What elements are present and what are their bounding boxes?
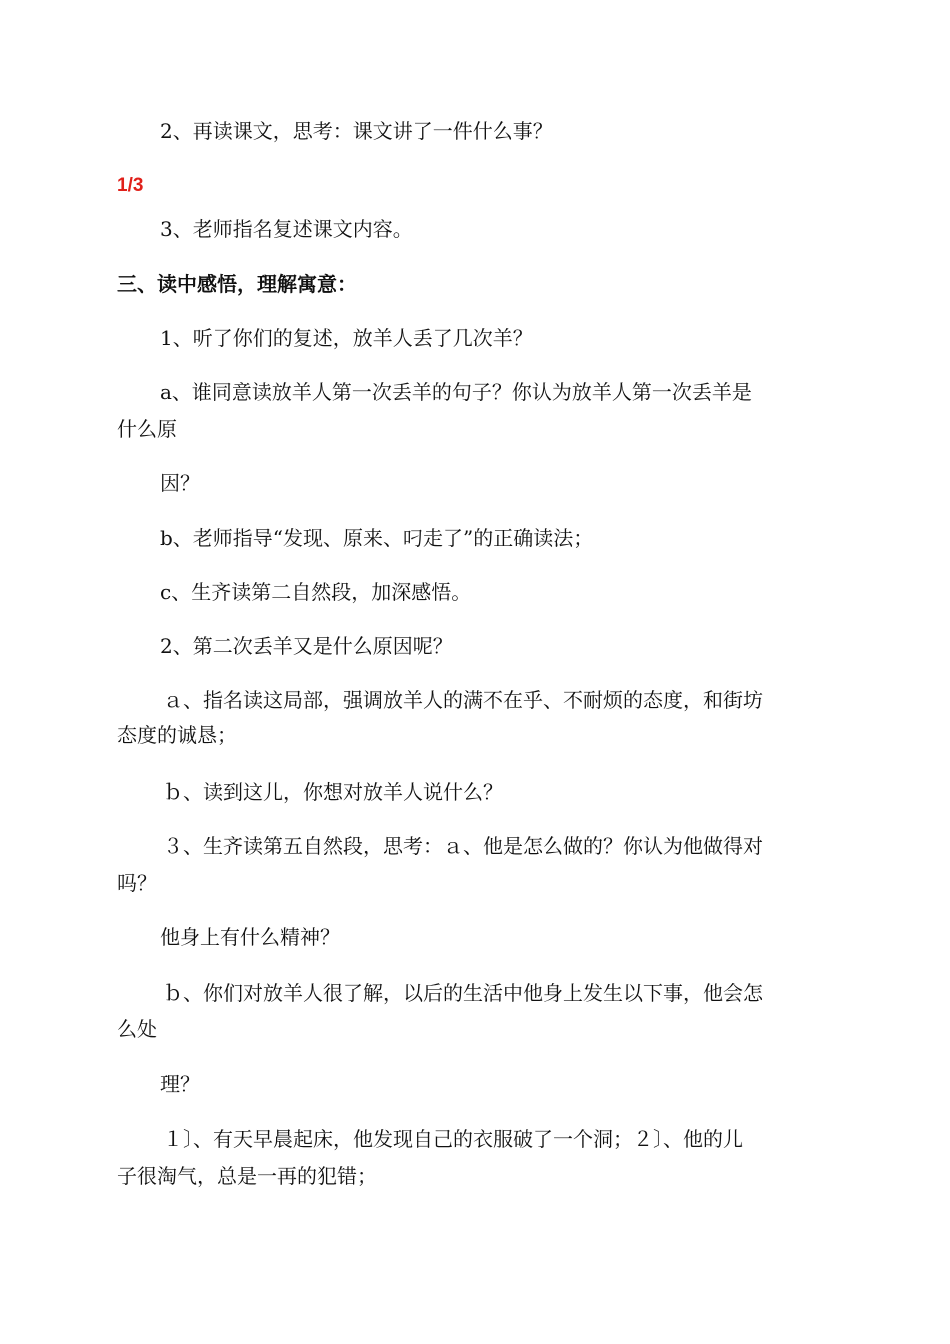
- paragraph-line: 理？: [160, 1072, 200, 1096]
- paragraph-line: 2、第二次丢羊又是什么原因呢？: [160, 634, 453, 658]
- paragraph-line: 1、听了你们的复述，放羊人丢了几次羊？: [160, 326, 533, 350]
- paragraph-line: １〕、有天早晨起床，他发现自己的衣服破了一个洞；２〕、他的儿: [163, 1127, 743, 1151]
- paragraph-line: 态度的诚恳；: [117, 723, 237, 747]
- paragraph-line: 吗？: [117, 871, 157, 895]
- paragraph-line: 子很淘气，总是一再的犯错；: [117, 1164, 377, 1188]
- paragraph-line: 3、老师指名复述课文内容。: [160, 217, 413, 241]
- paragraph-line: ａ、指名读这局部，强调放羊人的满不在乎、不耐烦的态度，和街坊: [163, 688, 763, 712]
- paragraph-line: b、老师指导“发现、原来、叼走了”的正确读法；: [160, 526, 594, 550]
- paragraph-line: 2、再读课文，思考：课文讲了一件什么事？: [160, 119, 553, 143]
- paragraph-line: 么处: [117, 1017, 157, 1041]
- paragraph-line: c、生齐读第二自然段，加深感悟。: [160, 580, 472, 604]
- page-number-marker: 1/3: [117, 175, 144, 196]
- paragraph-line: 因？: [160, 471, 200, 495]
- paragraph-line: 他身上有什么精神？: [160, 925, 340, 949]
- section-heading: 三、读中感悟，理解寓意：: [117, 272, 357, 296]
- paragraph-line: a、谁同意读放羊人第一次丢羊的句子？你认为放羊人第一次丢羊是: [160, 380, 752, 404]
- paragraph-line: ｂ、读到这儿，你想对放羊人说什么？: [163, 780, 503, 804]
- paragraph-line: 什么原: [117, 417, 177, 441]
- paragraph-line: ３、生齐读第五自然段，思考：ａ、他是怎么做的？你认为他做得对: [163, 834, 763, 858]
- paragraph-line: ｂ、你们对放羊人很了解，以后的生活中他身上发生以下事，他会怎: [163, 981, 763, 1005]
